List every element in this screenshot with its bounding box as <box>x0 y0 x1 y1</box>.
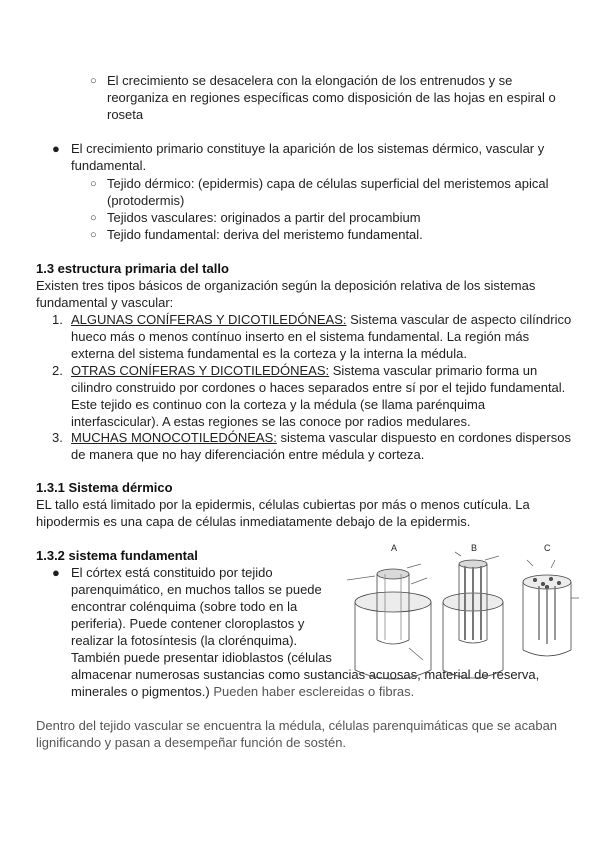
figure-label-c: C <box>544 543 551 553</box>
figure-c-stem <box>523 560 579 656</box>
list-item-text: Sistema vascular de aspecto cilíndrico hueco más o menos contínuo inserto en el sistema fundamental. La región más externa del sistema fundamental es la corteza y la interna la médula. <box>71 312 572 361</box>
sub-item-dermico: Tejido dérmico: (epidermis) capa de células superficial del meristemos apical (protodermis) <box>107 176 549 208</box>
bullet-text: El crecimiento primario constituye la aparición de los sistemas dérmico, vascular y fundamental. <box>71 141 545 173</box>
sub-bullet-marker: ○ <box>90 75 97 87</box>
list-item-text: sistema vascular dispuesto en cordones dispersos de manera que no hay diferenciación entre médula y corteza. <box>71 430 571 462</box>
section-intro: Existen tres tipos básicos de organización según la deposición relativa de los sistemas fundamental y vascular: <box>36 278 536 310</box>
section-heading-1-3: 1.3 estructura primaria del tallo <box>36 261 229 276</box>
sub-bullet-text: El crecimiento se desacelera con la elongación de los entrenudos y se reorganiza en regiones específicas como disposición de las hojas en espiral o roseta <box>107 73 556 122</box>
sub-item-fundamental: Tejido fundamental: deriva del meristemo fundamental. <box>107 227 423 242</box>
closing-paragraph: Dentro del tejido vascular se encuentra la médula, células parenquimáticas que se acaban lignificando y pasan a desempeñar función de sostén. <box>36 718 558 750</box>
sub-bullet-marker: ○ <box>90 229 97 241</box>
section-1-3-1-text: EL tallo está limitado por la epidermis, células cubiertas por más o menos cutícula. La hipodermis es una capa de células inmediatamente debajo de la epidermis. <box>36 497 530 529</box>
figure-label-a: A <box>391 543 398 553</box>
sub-item-vascular: Tejidos vasculares: originados a partir del procambium <box>107 210 421 225</box>
bullet-tail: Pueden haber esclereidas o fibras. <box>209 684 415 699</box>
list-item-2 <box>71 362 576 430</box>
stem-structure-figure <box>345 540 585 690</box>
figure-a-stem <box>347 564 431 679</box>
figure-label-b: B <box>471 543 478 553</box>
list-number: 2. <box>52 363 63 378</box>
list-item-title: MUCHAS MONOCOTILEDÓNEAS: <box>71 430 277 445</box>
list-item-text: Sistema vascular primario forma un cilindro construido por cordones o haces separados entre sí por el tejido fundamental. Este tejido es continuo con la corteza y la médula (se llama parénquima interfascicular). A estas regiones se las conoce por radios medulares. <box>71 363 566 429</box>
list-item-3 <box>71 429 576 463</box>
section-1-3-2-bullet <box>71 564 339 666</box>
list-item-title: OTRAS CONÍFERAS Y DICOTILEDÓNEAS: <box>71 363 330 378</box>
figure-b-stem <box>443 552 503 678</box>
list-item-1 <box>71 311 576 362</box>
section-heading-1-3-1: 1.3.1 Sistema dérmico <box>36 480 173 495</box>
sub-bullet-marker: ○ <box>90 178 97 190</box>
list-item-title: ALGUNAS CONÍFERAS Y DICOTILEDÓNEAS: <box>71 312 347 327</box>
list-number: 1. <box>52 312 63 327</box>
section-1-3-2-bullet-continued: almacenar numerosas sustancias como sustancias acuosas, material de reserva, minerales o pigmentos.) Pueden haber esclereidas o fibras. <box>71 667 540 699</box>
section-heading-1-3-2: 1.3.2 sistema fundamental <box>36 548 198 563</box>
bullet-marker: ● <box>52 565 60 580</box>
bullet-text-wrap: El córtex está constituido por tejido parenquimático, en muchos tallos se puede encontrar colénquima (sobre todo en la periferia). Puede contener cloroplastos y realizar la fotosíntesis (la clorénquima). También puede presentar idioblastos (células <box>71 565 332 665</box>
bullet-marker: ● <box>52 141 60 156</box>
sub-bullet-marker: ○ <box>90 212 97 224</box>
list-number: 3. <box>52 430 63 445</box>
